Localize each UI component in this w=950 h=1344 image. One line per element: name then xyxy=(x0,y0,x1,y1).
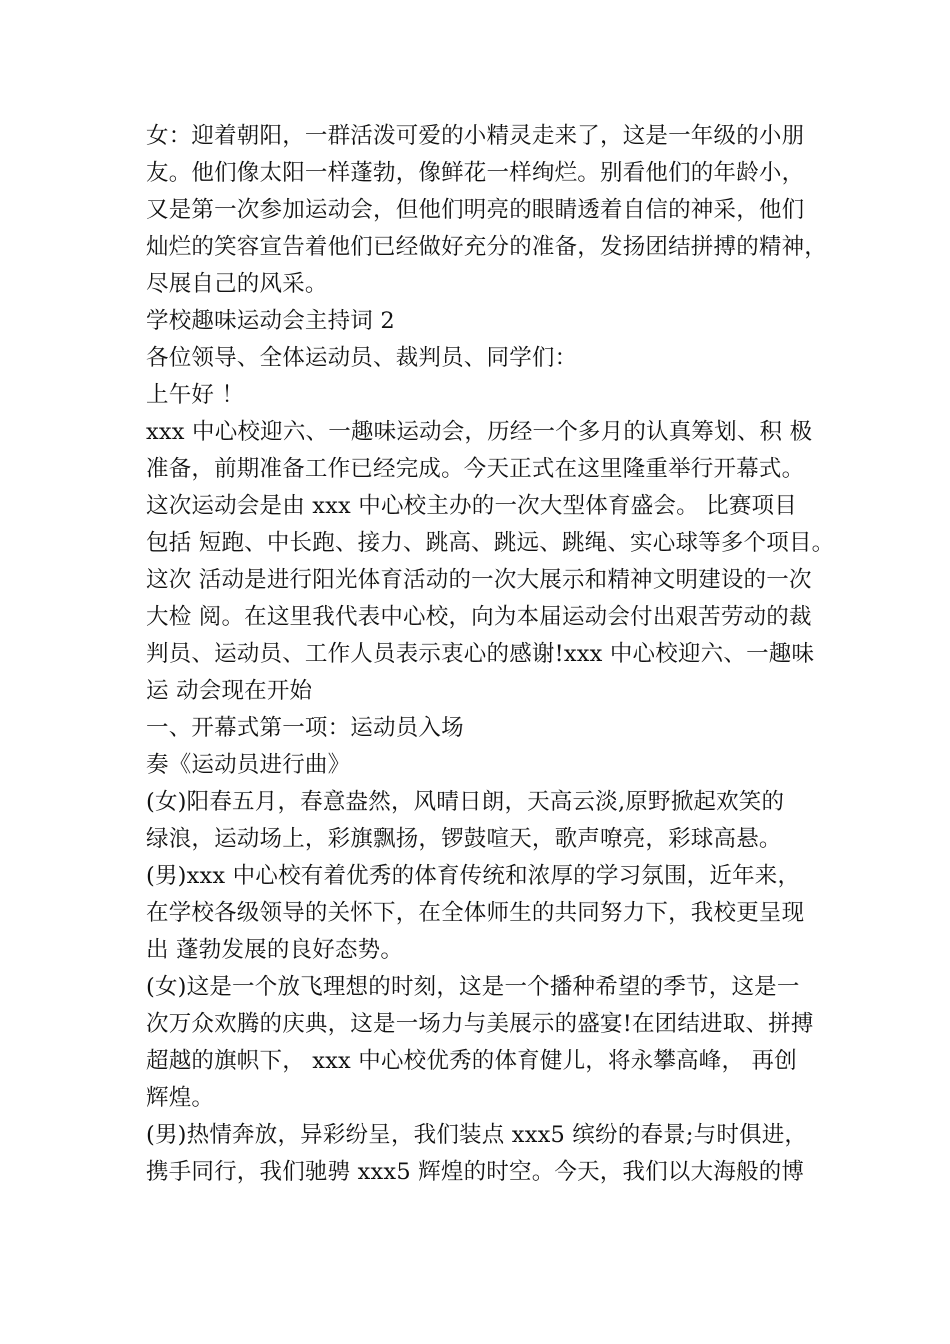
document-body xyxy=(146,118,836,1191)
section-heading: 学校趣味运动会主持词 2 xyxy=(146,308,395,334)
text-line: (男)热情奔放，异彩纷呈，我们装点 xxx5 缤纷的春景;与时俱进， xyxy=(146,1122,808,1148)
text-line: 大检 阅。在这里我代表中心校，向为本届运动会付出艰苦劳动的裁 xyxy=(146,604,812,630)
text-line: 判员、运动员、工作人员表示衷心的感谢!xxx 中心校迎六、一趣味 xyxy=(146,641,815,667)
text-line: (男)xxx 中心校有着优秀的体育传统和浓厚的学习氛围，近年来， xyxy=(146,863,801,889)
text-line: (女)这是一个放飞理想的时刻，这是一个播种希望的季节，这是一 xyxy=(146,974,800,1000)
text-line: 准备，前期准备工作已经完成。今天正式在这里隆重举行开幕式。 xyxy=(146,456,805,482)
text-line: 上午好 ！ xyxy=(146,382,245,408)
text-line: 出 蓬勃发展的良好态势。 xyxy=(146,937,404,963)
text-line: 在学校各级领导的关怀下，在全体师生的共同努力下，我校更呈现 xyxy=(146,900,805,926)
text-line: (女)阳春五月，春意盎然，风晴日朗，天高云淡,原野掀起欢笑的 xyxy=(146,789,785,815)
text-line: 这次运动会是由 xxx 中心校主办的一次大型体育盛会。 比赛项目 xyxy=(146,493,797,519)
text-line: 这次 活动是进行阳光体育活动的一次大展示和精神文明建设的一次 xyxy=(146,567,812,593)
text-line: 尽展自己的风采。 xyxy=(146,271,328,297)
text-line: 奏《运动员进行曲》 xyxy=(146,752,351,778)
text-line: 超越的旗帜下， xxx 中心校优秀的体育健儿，将永攀高峰， 再创 xyxy=(146,1048,797,1074)
text-line: 灿烂的笑容宣告着他们已经做好充分的准备，发扬团结拼搏的精神， xyxy=(146,234,828,260)
text-line: 运 动会现在开始 xyxy=(146,678,313,704)
text-line: 次万众欢腾的庆典，这是一场力与美展示的盛宴!在团结进取、拼搏 xyxy=(146,1011,814,1037)
text-line: 又是第一次参加运动会，但他们明亮的眼睛透着自信的神采，他们 xyxy=(146,197,805,223)
text-line: 女：迎着朝阳，一群活泼可爱的小精灵走来了，这是一年级的小朋 xyxy=(146,123,805,149)
text-line: 友。他们像太阳一样蓬勃，像鲜花一样绚烂。别看他们的年龄小， xyxy=(146,160,805,186)
text-line: 包括 短跑、中长跑、接力、跳高、跳远、跳绳、实心球等多个项目。 xyxy=(146,530,835,556)
text-line: 辉煌。 xyxy=(146,1085,215,1111)
text-line: 携手同行，我们驰骋 xxx5 辉煌的时空。今天，我们以大海般的博 xyxy=(146,1159,805,1185)
text-line: 各位领导、全体运动员、裁判员、同学们： xyxy=(146,345,578,371)
text-line: xxx 中心校迎六、一趣味运动会，历经一个多月的认真筹划、积 极 xyxy=(146,419,813,445)
text-line: 绿浪，运动场上，彩旗飘扬，锣鼓喧天，歌声嘹亮，彩球高悬。 xyxy=(146,826,782,852)
text-line: 一、开幕式第一项：运动员入场 xyxy=(146,715,464,741)
